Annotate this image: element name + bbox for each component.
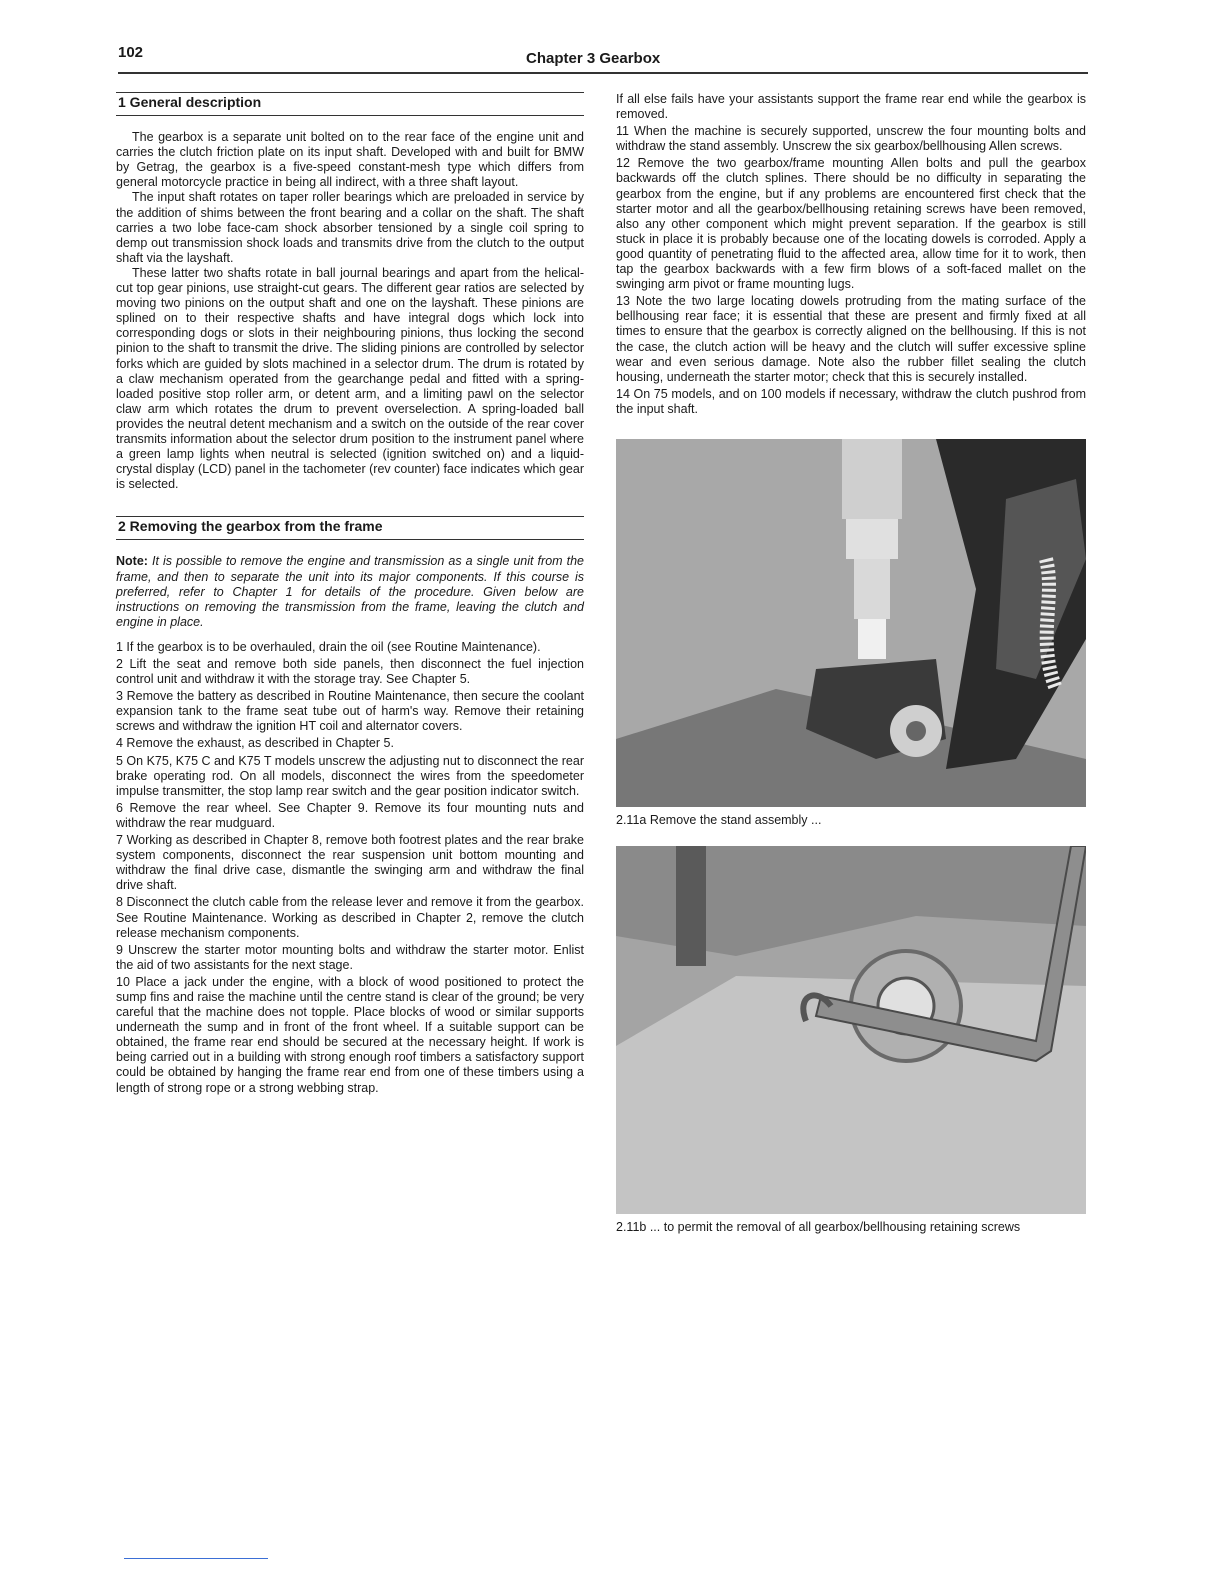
left-column xyxy=(116,92,584,1098)
section-heading-text: 2 Removing the gearbox from the frame xyxy=(118,518,383,535)
step: 13 Note the two large locating dowels protruding from the mating surface of the bellhousing rear face; it is essential that these are present and firmly fixed at all times to ensure that the gearbox is correctly aligned on the bellhousing. If this is not the case, the clutch action will be heavy and the clutch will suffer excessive spline wear and even serious damage. Note also the rubber fillet sealing the clutch housing, underneath the starter motor; check that this is securely installed. xyxy=(616,294,1086,384)
step: 14 On 75 models, and on 100 models if necessary, withdraw the clutch pushrod from the input shaft. xyxy=(616,386,1086,416)
spacer xyxy=(116,492,584,516)
step: 4 Remove the exhaust, as described in Chapter 5. xyxy=(116,736,394,751)
photo-allen-key xyxy=(616,846,1086,1214)
step: 7 Working as described in Chapter 8, remove both footrest plates and the rear brake system components, disconnect the rear suspension unit bottom mounting and withdraw the final drive case, dismantle the swinging arm and withdraw the final drive shaft. xyxy=(116,833,584,893)
step: 9 Unscrew the starter motor mounting bolts and withdraw the starter motor. Enlist the aid of two assistants for the next stage. xyxy=(116,942,584,972)
note-text: It is possible to remove the engine and transmission as a single unit from the frame, and then to separate the unit into its major components. If this course is preferred, refer to Chapter 1 for details of the procedure. Given below are instructions on removing the transmission from the frame, leaving the clutch and engine in place. xyxy=(116,554,584,629)
paragraph: These latter two shafts rotate in ball journal bearings and apart from the helical-cut top gear pinions, use straight-cut gears. The different gear ratios are selected by moving two pinions on the output shaft and one on the layshaft. These pinions are splined on to their respective shafts and have integral dogs which lock into corresponding dogs or slots in their neighbouring pinions, thus locking the second pinion to the shaft to transmit the drive. The sliding pinions are controlled by selector forks which are guided by slots machined in a selector drum. The drum is rotated by a claw mechanism operated from the gearchange pedal and fitted with a spring-loaded positive stop roller arm, or detent arm, and a limiting pawl on the selector claw arm which rotates the drum to prevent overselection. A spring-loaded ball provides the neutral detent mechanism and a switch on the outside of the rear cover transmits information about the selector drum position to the instrument panel where a green lamp lights when neutral is selected (ignition switched on) and a liquid-crystal display (LCD) panel in the tachometer (rev counter) face indicates which gear is selected. xyxy=(116,265,584,492)
stand-assembly-illustration xyxy=(616,439,1086,807)
step: 5 On K75, K75 C and K75 T models unscrew the adjusting nut to disconnect the rear brake operating rod. On all models, disconnect the wires from the speedometer impulse transmitter, the stop lamp rear switch and the gear position indicator switch. xyxy=(116,753,584,798)
paragraph: The gearbox is a separate unit bolted on to the rear face of the engine unit and carries the clutch friction plate on its input shaft. Developed with and built for BMW by Getrag, the gearbox is a five-speed constant-mesh type which differs from general motorcycle practice in being all indirect, with a three shaft layout. xyxy=(116,130,584,190)
step: 11 When the machine is securely supported, unscrew the four mounting bolts and withdraw the stand assembly. Unscrew the six gearbox/bellhousing Allen screws. xyxy=(616,124,1086,154)
step: 6 Remove the rear wheel. See Chapter 9. Remove its four mounting nuts and withdraw the rear mudguard. xyxy=(116,800,584,830)
running-head: Chapter 3 Gearbox xyxy=(526,50,661,67)
right-column xyxy=(616,92,1086,1253)
step: 1 If the gearbox is to be overhauled, drain the oil (see Routine Maintenance). xyxy=(116,639,541,654)
paragraph: The input shaft rotates on taper roller bearings which are preloaded in service by the addition of shims between the front bearing and a collar on the shaft. The shaft carries a two lobe face-cam shock absorber tensioned by a single coil spring to demp out transmission shock loads and transmits drive from the clutch to the output shaft via the layshaft. xyxy=(116,190,584,265)
step: 10 Place a jack under the engine, with a block of wood positioned to protect the sump fins and raise the machine until the centre stand is clear of the ground; be very careful that the machine does not topple. Place blocks of wood or similar supports underneath the sump and in front of the front wheel. If a suitable support can be obtained, the frame rear end should be secured at the necessary height. If work is being carried out in a building with strong enough roof timbers a satisfactory support could be obtained by hanging the frame rear end from one of these timbers using a length of strong rope or a strong webbing strap. xyxy=(116,974,584,1095)
step: 2 Lift the seat and remove both side panels, then disconnect the fuel injection control unit and withdraw it with the storage tray. See Chapter 5. xyxy=(116,657,584,687)
note xyxy=(116,554,584,629)
note-label: Note: xyxy=(116,554,148,569)
step: If all else fails have your assistants support the frame rear end while the gearbox is removed. xyxy=(616,92,1086,122)
header-rule xyxy=(118,72,1088,74)
page-number: 102 xyxy=(118,44,144,61)
photo-stand-assembly xyxy=(616,439,1086,807)
step: 12 Remove the two gearbox/frame mounting Allen bolts and pull the gearbox backwards off the clutch splines. There should be no difficulty in separating the gearbox from the engine, but if any problems are encountered first check that the starter motor and all the gearbox/bellhousing retaining screws have been removed, also any other component which might prevent separation. If the gearbox is still stuck in place it is probably because one of the locating dowels is corroded. Apply a good quantity of penetrating fluid to the affected area, allow time for it to work, then tap the gearbox backwards with a few firm blows of a soft-faced mallet on the swinging arm pivot or frame mounting lugs. xyxy=(616,156,1086,292)
section-heading xyxy=(116,516,584,540)
section-heading-text: 1 General description xyxy=(118,94,262,110)
section-heading xyxy=(116,92,584,116)
footer-link-rule xyxy=(124,1558,268,1559)
allen-key-illustration xyxy=(616,846,1086,1214)
figure-caption: 2.11b ... to permit the removal of all gearbox/bellhousing retaining screws xyxy=(616,1220,1021,1235)
step: 8 Disconnect the clutch cable from the release lever and remove it from the gearbox. See Routine Maintenance. Working as described in Chapter 2, remove the clutch release mechanism components. xyxy=(116,895,584,940)
step: 3 Remove the battery as described in Routine Maintenance, then secure the coolant expansion tank to the frame seat tube out of harm's way. Remove their retaining screws and withdraw the ignition HT coil and alternator covers. xyxy=(116,689,584,734)
figure-caption: 2.11a Remove the stand assembly ... xyxy=(616,812,822,827)
